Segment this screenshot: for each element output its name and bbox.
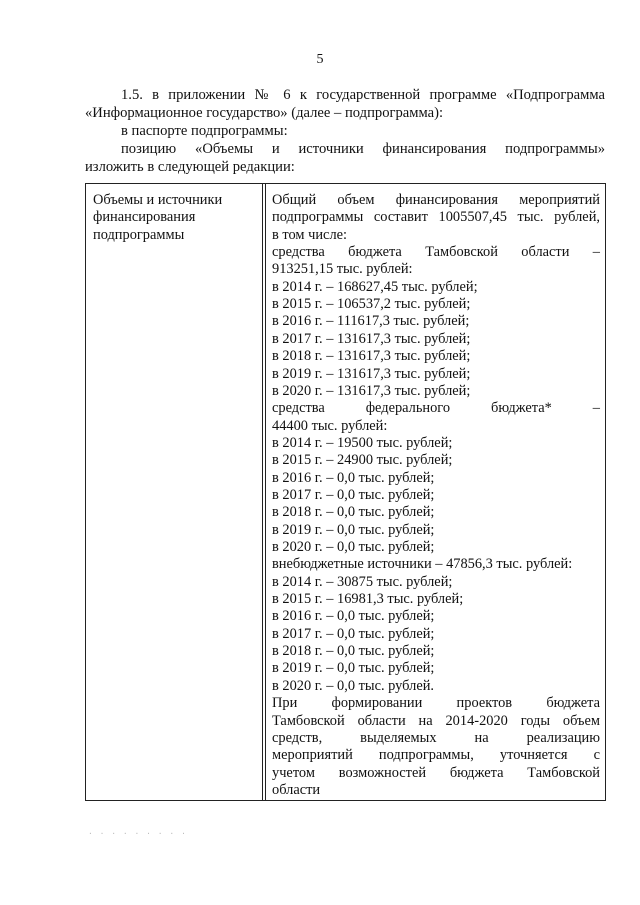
content-line: учетом возможностей бюджета Тамбовской xyxy=(272,764,600,781)
label-line: Объемы и источники xyxy=(93,192,223,208)
intro-line-2: «Информационное государство» (далее – подпрограмма): xyxy=(85,105,444,121)
label-line: финансирования xyxy=(93,209,196,226)
content-line: в 2018 г. – 0,0 тыс. рублей; xyxy=(272,504,435,521)
content-line: в 2014 г. – 30875 тыс. рублей; xyxy=(272,573,453,590)
page-number: 5 xyxy=(316,52,324,67)
content-line: Тамбовской области на 2014-2020 годы объем xyxy=(272,712,600,729)
content-line: в 2019 г. – 131617,3 тыс. рублей; xyxy=(272,365,471,382)
content-line: подпрограммы составит 1005507,45 тыс. рублей, xyxy=(272,209,600,226)
content-line: в 2014 г. – 19500 тыс. рублей; xyxy=(272,434,453,451)
intro-line-3: в паспорте подпрограммы: xyxy=(121,123,288,139)
content-line: в 2018 г. – 0,0 тыс. рублей; xyxy=(272,643,435,660)
content-line: в 2016 г. – 111617,3 тыс. рублей; xyxy=(272,313,470,330)
column-divider xyxy=(262,183,263,800)
content-line: в 2017 г. – 0,0 тыс. рублей; xyxy=(272,486,435,503)
scan-artifact: · · · · · · · · · xyxy=(88,829,187,838)
content-line: 913251,15 тыс. рублей: xyxy=(272,261,413,278)
table-bottom-border xyxy=(85,800,606,801)
content-line: в 2018 г. – 131617,3 тыс. рублей; xyxy=(272,348,471,365)
content-line: При формировании проектов бюджета xyxy=(272,695,600,712)
content-line: в 2014 г. – 168627,45 тыс. рублей; xyxy=(272,278,478,295)
content-line: в 2017 г. – 131617,3 тыс. рублей; xyxy=(272,330,471,347)
content-line: в 2020 г. – 0,0 тыс. рублей; xyxy=(272,539,435,555)
content-line: средств, выделяемых на реализацию xyxy=(272,729,600,746)
content-line: средства федерального бюджета* – xyxy=(272,400,600,417)
content-line: в 2019 г. – 0,0 тыс. рублей; xyxy=(272,521,435,538)
content-line: в 2019 г. – 0,0 тыс. рублей; xyxy=(272,660,435,677)
content-line: Общий объем финансирования мероприятий xyxy=(272,192,600,208)
content-line: средства бюджета Тамбовской области – xyxy=(272,244,600,261)
intro-line-1: 1.5. в приложении № 6 к государственной программе «Подпрограмма xyxy=(121,87,605,103)
content-line: мероприятий подпрограммы, уточняется с xyxy=(272,747,600,764)
intro-line-4: позицию «Объемы и источники финансирования подпрограммы» xyxy=(121,141,605,157)
content-line: области xyxy=(272,781,321,798)
intro-line-5: изложить в следующей редакции: xyxy=(85,159,295,175)
content-line: в 2017 г. – 0,0 тыс. рублей; xyxy=(272,625,435,642)
content-line: в 2015 г. – 24900 тыс. рублей; xyxy=(272,452,453,469)
content-line: 44400 тыс. рублей: xyxy=(272,417,388,434)
content-line: внебюджетные источники – 47856,3 тыс. рублей: xyxy=(272,556,573,573)
content-line: в 2020 г. – 0,0 тыс. рублей. xyxy=(272,677,435,694)
content-line: в 2015 г. – 16981,3 тыс. рублей; xyxy=(272,591,464,608)
content-line: в том числе: xyxy=(272,226,348,243)
content-line: в 2016 г. – 0,0 тыс. рублей; xyxy=(272,469,435,486)
label-line: подпрограммы xyxy=(93,226,185,243)
content-line: в 2015 г. – 106537,2 тыс. рублей; xyxy=(272,296,471,313)
column-divider-double xyxy=(265,183,266,800)
content-line: в 2020 г. – 131617,3 тыс. рублей; xyxy=(272,382,471,399)
content-line: в 2016 г. – 0,0 тыс. рублей; xyxy=(272,608,435,625)
